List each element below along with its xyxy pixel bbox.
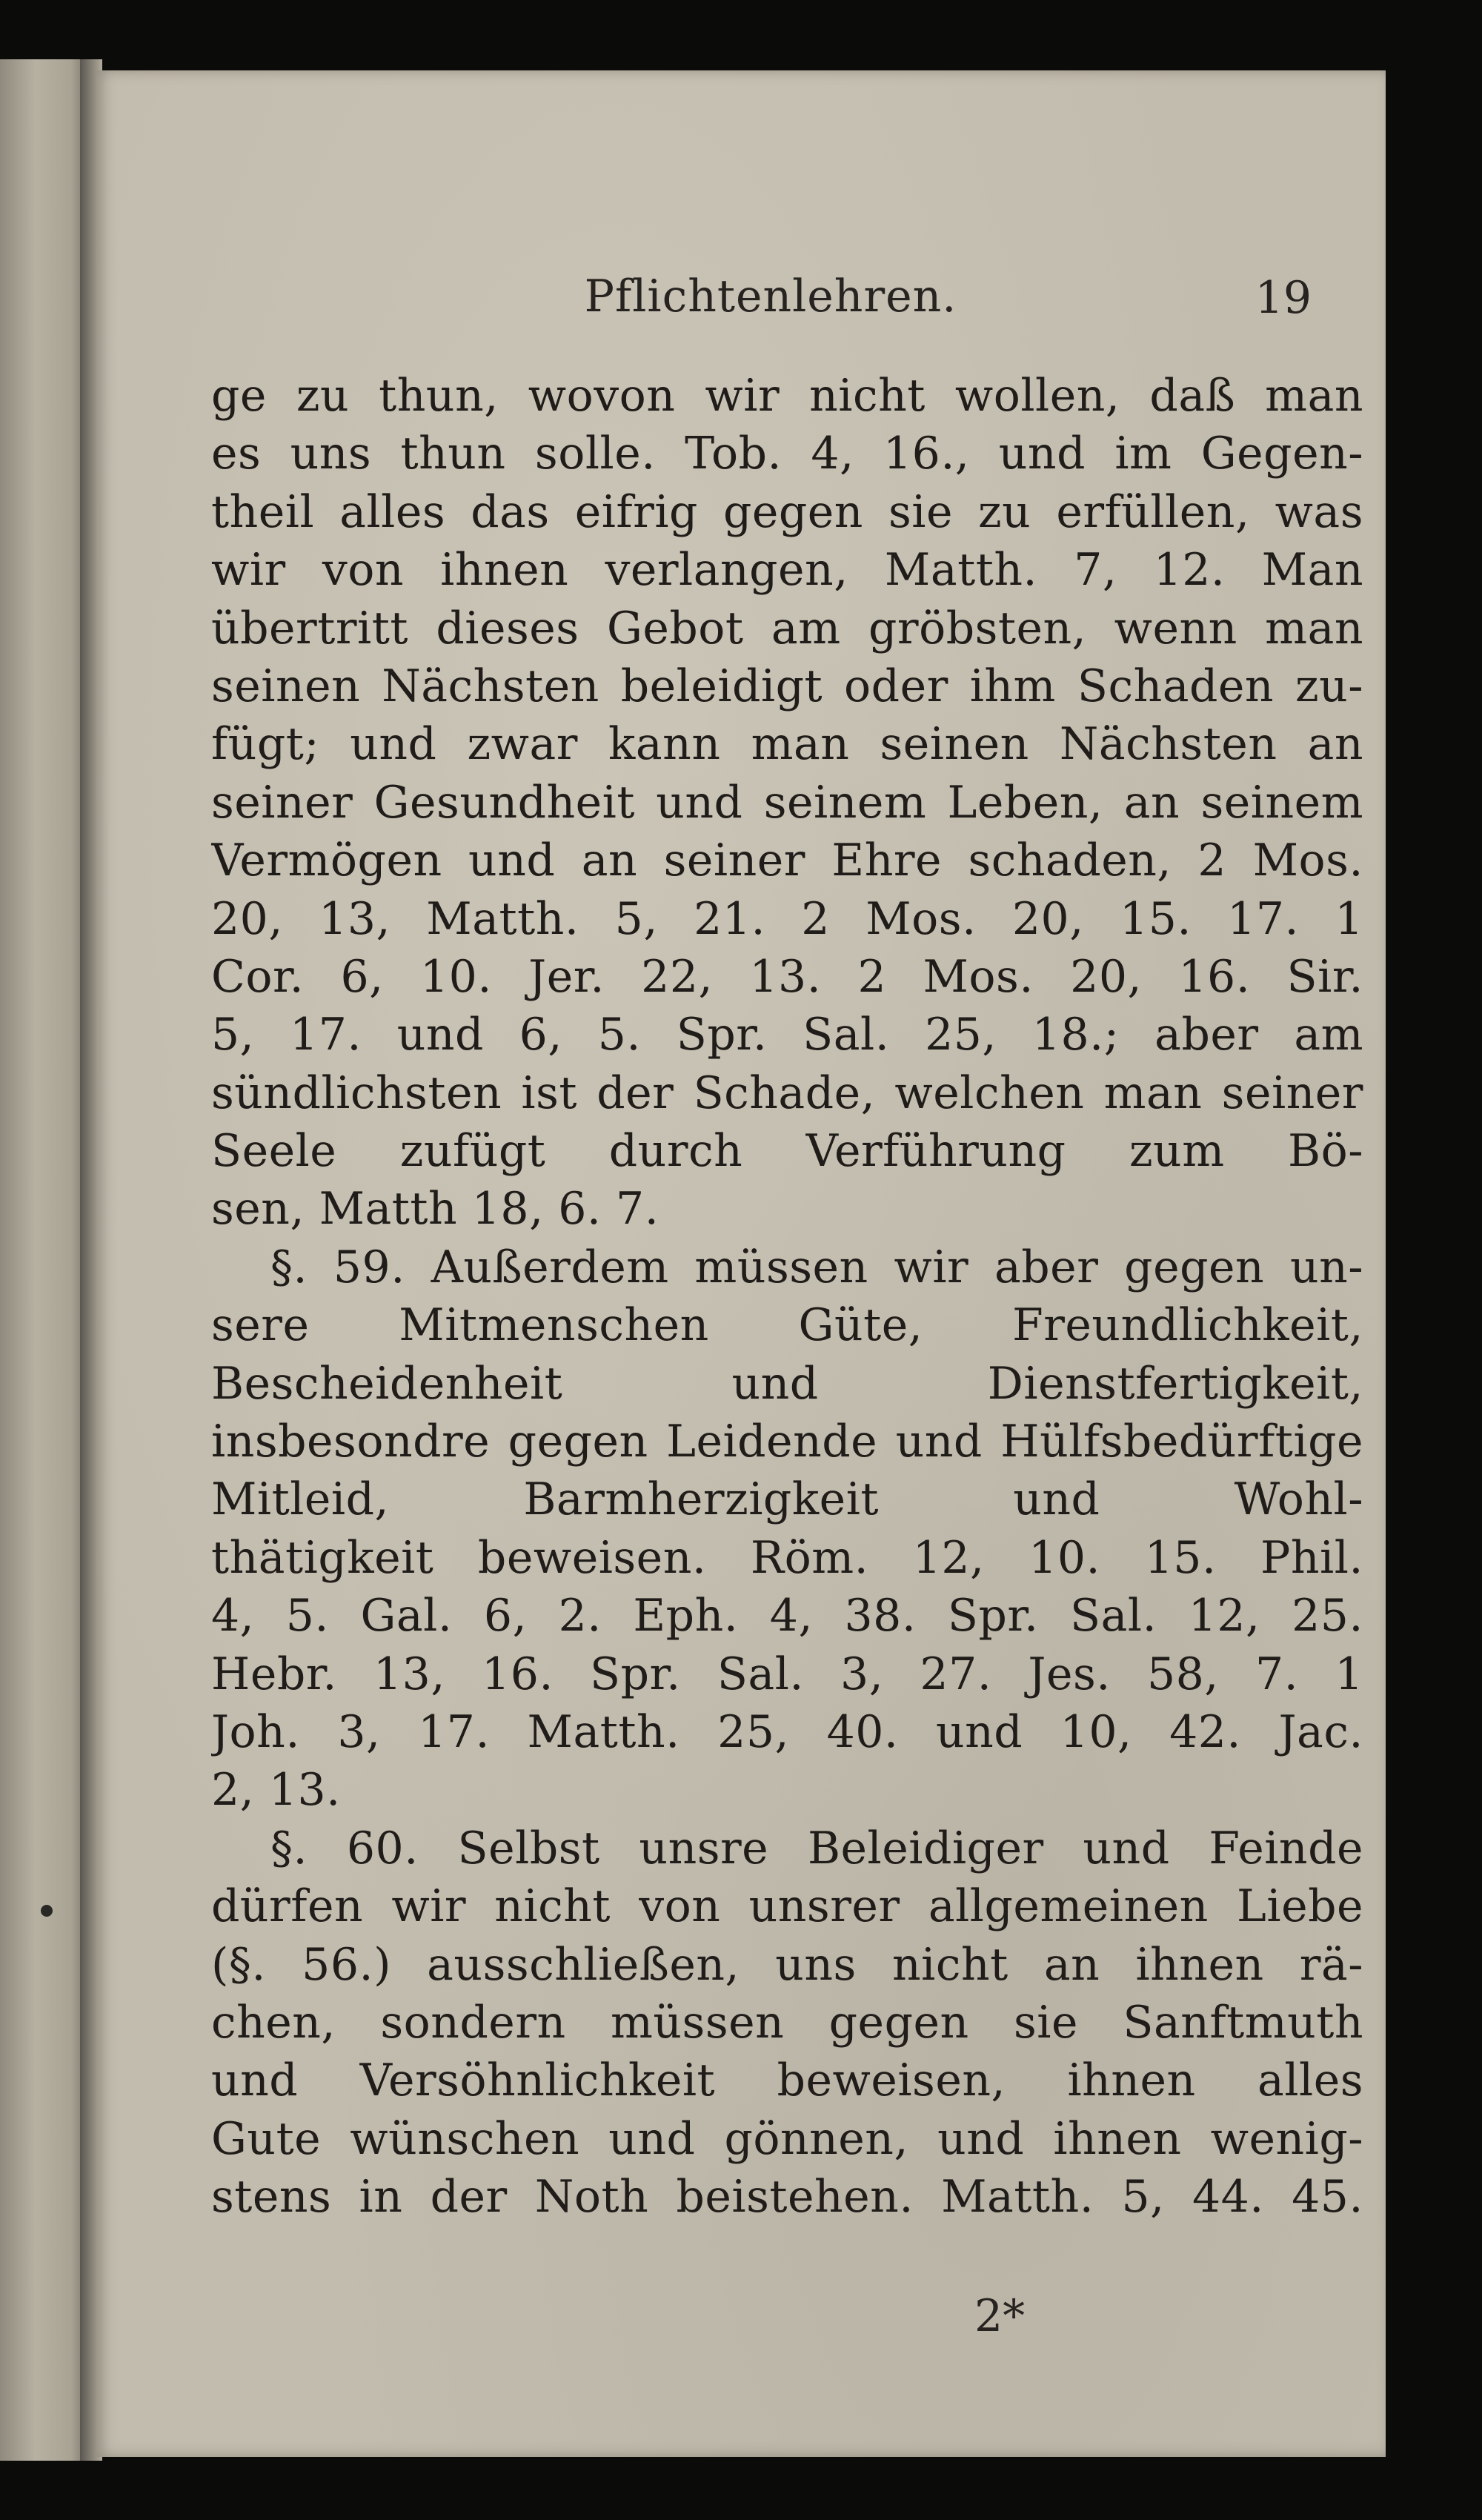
body-text (211, 367, 1363, 2226)
signature-mark: 2* (974, 2290, 1026, 2342)
paragraph-59-start: §. 59. Außerdem müssen wir aber gegen un- (270, 1241, 1363, 1293)
book-page (96, 70, 1386, 2457)
text-line: sen, Matth 18, 6. 7. (211, 1183, 659, 1236)
text-line: Hebr. 13, 16. Spr. Sal. 3, 27. Jes. 58, 7. 1 (211, 1648, 1363, 1700)
text-line: Mitleid, Barmherzigkeit und Wohl- (211, 1473, 1363, 1526)
text-line: chen, sondern müssen gegen sie Sanftmuth (211, 1996, 1363, 2049)
text-line: Cor. 6, 10. Jer. 22, 13. 2 Mos. 20, 16. Sir. (211, 950, 1363, 1003)
text-line: theil alles das eifrig gegen sie zu erfüllen, was (211, 485, 1363, 538)
text-line: Bescheidenheit und Dienstfertigkeit, (211, 1357, 1363, 1410)
left-page-edge (0, 59, 89, 2461)
text-line: seinen Nächsten beleidigt oder ihm Schaden zu- (211, 660, 1363, 712)
text-line: seiner Gesundheit und seinem Leben, an seinem (211, 776, 1363, 829)
margin-dot (41, 1905, 53, 1917)
text-line: Vermögen und an seiner Ehre schaden, 2 Mos. (211, 835, 1363, 887)
text-line: es uns thun solle. Tob. 4, 16., und im Gegen- (211, 428, 1363, 480)
text-line: thätigkeit beweisen. Röm. 12, 10. 15. Phil. (211, 1531, 1363, 1584)
text-line: sere Mitmenschen Güte, Freundlichkeit, (211, 1299, 1363, 1352)
text-line: sündlichsten ist der Schade, welchen man seiner (211, 1067, 1363, 1119)
text-line: Seele zufügt durch Verführung zum Bö- (211, 1125, 1363, 1178)
text-line: 5, 17. und 6, 5. Spr. Sal. 25, 18.; aber am (211, 1009, 1363, 1061)
text-line: übertritt dieses Gebot am gröbsten, wenn man (211, 602, 1363, 654)
paragraph-60-start: §. 60. Selbst unsre Beleidiger und Feinde (270, 1822, 1363, 1874)
text-line: Joh. 3, 17. Matth. 25, 40. und 10, 42. Jac. (211, 1705, 1363, 1758)
running-title: Pflichtenlehren. (584, 271, 957, 322)
text-line: fügt; und zwar kann man seinen Nächsten an (211, 718, 1363, 771)
text-line: 4, 5. Gal. 6, 2. Eph. 4, 38. Spr. Sal. 12, 25. (211, 1590, 1363, 1642)
text-line: Gute wünschen und gönnen, und ihnen wenig- (211, 2112, 1363, 2165)
text-line: und Versöhnlichkeit beweisen, ihnen alles (211, 2055, 1363, 2107)
text-line: ge zu thun, wovon wir nicht wollen, daß man (211, 370, 1363, 422)
text-line: 2, 13. (211, 1764, 341, 1817)
page-number: 19 (1255, 272, 1312, 324)
text-line: stens in der Noth beistehen. Matth. 5, 44. 45. (211, 2171, 1363, 2224)
text-line: dürfen wir nicht von unsrer allgemeinen Liebe (211, 1880, 1363, 1933)
text-line: wir von ihnen verlangen, Matth. 7, 12. Man (211, 544, 1363, 597)
text-line: insbesondre gegen Leidende und Hülfsbedürftige (211, 1416, 1363, 1468)
text-line: 20, 13, Matth. 5, 21. 2 Mos. 20, 15. 17. 1 (211, 892, 1363, 945)
text-line: (§. 56.) ausschließen, uns nicht an ihnen rä- (211, 1938, 1363, 1991)
